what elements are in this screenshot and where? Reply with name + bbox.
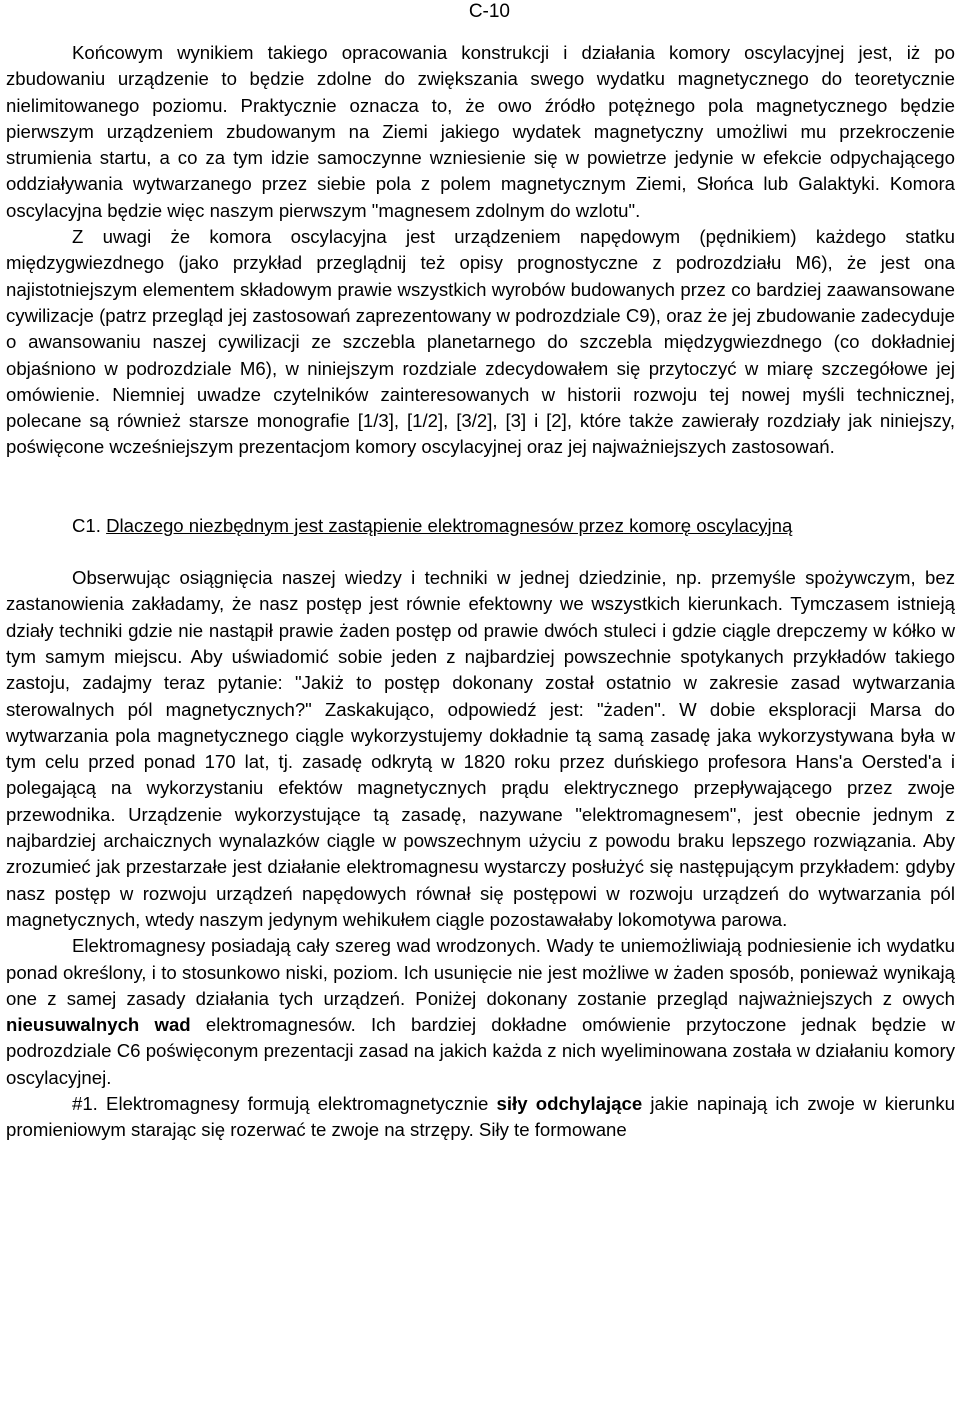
paragraph: Z uwagi że komora oscylacyjna jest urządzeniem napędowym (pędnikiem) każdego statku międzygwiezdnego (jako przykład przeglądnij też opisy prognostyczne z podrozdziału M6), że jest ona najistotniejszym elementem składowym prawie wszystkich wyrobów budowanych przez co bardziej zaawansowane cywilizacje (patrz przegląd jej zastosowań zaprezentowany w podrozdziale C9), oraz że jej zbudowanie zadecyduje o awansowaniu naszej cywilizacji ze szczebla planetarnego do szczebla międzygwiezdnego (co dokładniej objaśniono w podrozdziale M6), w niniejszym rozdziale zdecydowałem się przytoczyć w miarę szczegółowe jej omówienie. Niemniej uwadze czytelników zainteresowanych w historii rozwoju tej nowej myśli technicznej, polecane są również starsze monografie [1/3], [1/2], [3/2], [3] i [2], które także zawierały rozdziały jak niniejszy, poświęcone wcześniejszym prezentacjom komory oscylacyjnej oraz jej najważniejszych zastosowań. bbox=[6, 226, 955, 458]
page-number: C-10 bbox=[468, 1, 510, 22]
paragraph: Końcowym wynikiem takiego opracowania konstrukcji i działania komory oscylacyjnej jest, iż po zbudowaniu urządzenie to będzie zdolne do zwiększania swego wydatku magnetycznego do teoretycznie nielimitowanego poziomu. Praktycznie oznacza to, że owo źródło potężnego pola magnetycznego będzie pierwszym urządzeniem zbudowanym na Ziemi jakiego wydatek magnetyczny umożliwi mu przekroczenie strumienia startu, a co za tym idzie samoczynne wzniesienie się w powietrze jedynie w efekcie odpychającego oddziaływania wytwarzanego przez siebie pola z polem magnetycznym Ziemi, Słońca lub Galaktyki. Komora oscylacyjna będzie więc naszym pierwszym "magnesem zdolnym do wzlotu". bbox=[6, 42, 955, 221]
paragraph bbox=[6, 1091, 955, 1144]
text-run: jakie napinają ich zwoje w kierunku promieniowym starając się rozerwać te zwoje na strzępy. Siły te formowane bbox=[6, 1092, 956, 1141]
section-number: C1. bbox=[72, 514, 101, 536]
bold-text: siły odchylające bbox=[496, 1092, 643, 1114]
text-run: Elektromagnesy posiadają cały szereg wad wrodzonych. Wady te uniemożliwiają podniesienie ich wydatku ponad określony, i to stosunkowo niski, poziom. Ich usunięcie nie jest możliwe w żaden sposób, ponieważ wynikają one z samej zasady działania tych urządzeń. Poniżej dokonany zostanie przegląd najważniejszych z owych bbox=[6, 935, 955, 1009]
text-run: #1. Elektromagnesy formują elektromagnetycznie bbox=[72, 1092, 497, 1114]
text-run: elektromagnesów. Ich bardziej dokładne omówienie przytoczone jednak będzie w podrozdziale C6 poświęconym prezentacji zasad na jakich każda z nich wyeliminowana została w działaniu komory oscylacyjnej. bbox=[6, 1014, 955, 1088]
section-title: Dlaczego niezbędnym jest zastąpienie elektromagnesów przez komorę oscylacyjną bbox=[106, 514, 793, 536]
paragraph: Obserwując osiągnięcia naszej wiedzy i techniki w jednej dziedzinie, np. przemyśle spożywczym, bez zastanowienia zakładamy, że nasz postęp jest równie efektowny we wszystkich kierunkach. Tymczasem istnieją działy techniki gdzie nie nastąpił prawie żaden postęp od prawie dwóch stuleci i gdzie ciągle drepczemy w kółko w tym samym miejscu. Aby uświadomić sobie jeden z najbardziej powszechnie spotykanych przykładów takiego zastoju, zadajmy teraz pytanie: "Jakiż to postęp dokonany został ostatnio w zakresie zasad wytwarzania sterowalnych pól magnetycznych?" Zaskakująco, odpowiedź jest: "żaden". W dobie eksploracji Marsa do wytwarzania pola magnetycznego ciągle wykorzystujemy dokładnie tą samą zasadę jaka wykorzystywana była w tym celu przed ponad 170 lat, tj. zasadę odkrytą w 1820 roku przez duńskiego profesora Hans'a Oersted'a i polegającą na wykorzystaniu efektów magnetycznych prądu elektrycznego przepływającego przez zwoje przewodnika. Urządzenie wykorzystujące tą zasadę, nazywane "elektromagnesem", jest obecnie jednym z najbardziej archaicznych wynalazków ciągle w powszechnym użyciu z powodu braku lepszego rozwiązania. Aby zrozumieć jak przestarzałe jest działanie elektromagnesu wystarczy posłużyć się następującym przykładem: gdyby nasz postęp w rozwoju urządzeń napędowych równał się postępowi w rozwoju urządzeń do wytwarzania pól magnetycznych, wtedy naszym jedynym wehikułem ciągle pozostawałaby lokomotywa parowa. bbox=[6, 567, 955, 930]
paragraph bbox=[6, 933, 955, 1091]
document-page bbox=[6, 0, 955, 1144]
section-heading bbox=[6, 513, 955, 539]
bold-text: nieusuwalnych wad bbox=[6, 1014, 191, 1036]
